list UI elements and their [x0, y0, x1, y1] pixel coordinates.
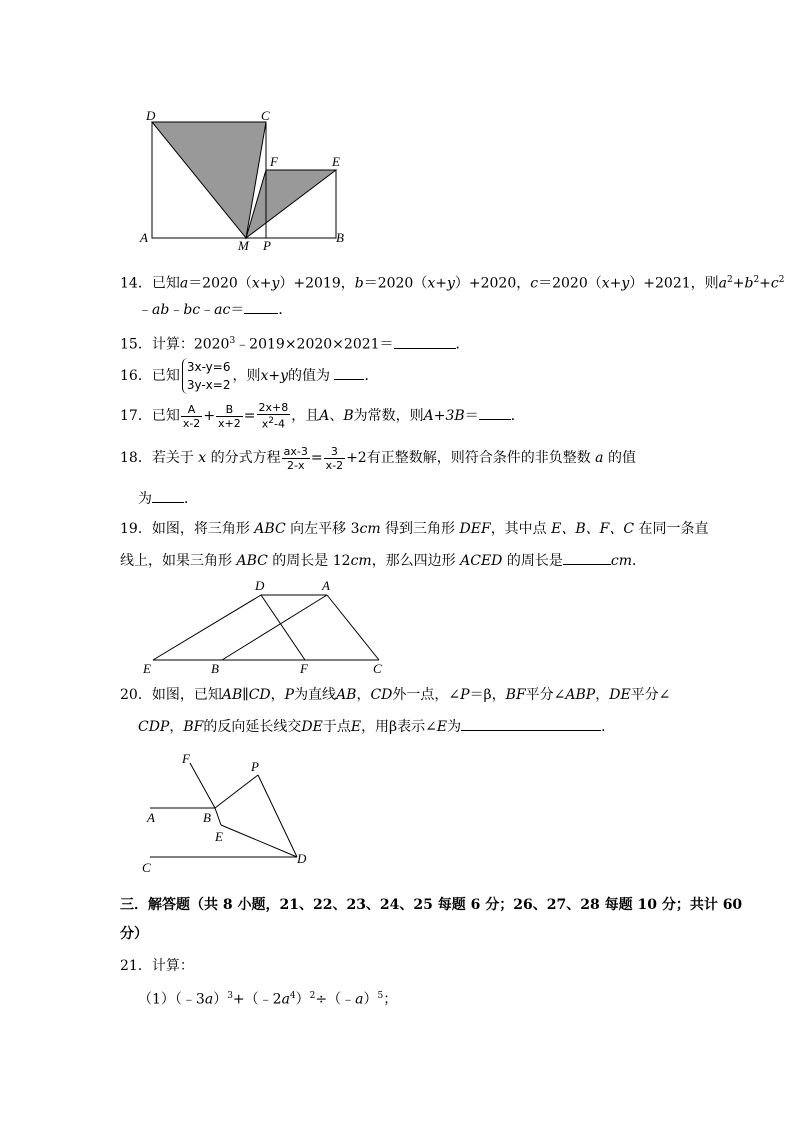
question-20-line1: 20．如图，已知AB∥CD，P为直线AB，CD外一点，∠P＝β，BF平分∠ABP，DE平分∠: [120, 687, 671, 703]
answer-blank-15[interactable]: [394, 334, 456, 349]
label-b: B: [336, 230, 344, 245]
label-m: M: [238, 238, 249, 253]
line-be: [215, 808, 221, 825]
label-e: E: [332, 154, 340, 169]
line-fb: [190, 763, 215, 808]
label-d: D: [255, 578, 265, 593]
question-16: 16．已知 3x-y=6 3y-x=2 ，则x+y的值为 ．: [120, 360, 379, 392]
question-18-line2: 为 ．: [138, 488, 198, 509]
line-pd: [258, 775, 297, 857]
question-18-line1: 18．若关于 x 的分式方程 $\frac{ax-3}{2-x}$ = $\frac{3}{x-2}$ +2有正整数解，则符合条件的非负整数 a 的值: [120, 444, 636, 472]
figure-rectangles-shaded: [130, 100, 360, 260]
line-ac: [327, 595, 379, 660]
label-f: F: [300, 661, 308, 676]
fraction-rhs: $\frac{2x+8}{x^2-4}$: [258, 401, 289, 431]
answer-blank-17[interactable]: [479, 405, 511, 420]
label-b: B: [203, 810, 211, 825]
answer-blank-18[interactable]: [152, 488, 184, 503]
label-c: C: [142, 860, 151, 875]
question-19-line2: 线上，如果三角形 ABC 的周长是 12cm，那么四边形 ACED 的周长是 cm．: [120, 550, 646, 571]
fraction-a: $\frac{A}{x-2}$: [182, 402, 201, 430]
figure-translated-triangles: [135, 575, 395, 680]
shaded-triangle-dcm: [152, 122, 266, 238]
section-3-heading-line2: 分）: [120, 926, 148, 942]
question-19-line1: 19．如图，将三角形 ABC 向左平移 3cm 得到三角形 DEF，其中点 E、B、F、C 在同一条直: [120, 521, 709, 537]
question-15: 15．计算：$2020^3﹣2019\times 2020\times 2021=$ ．: [120, 331, 470, 355]
figure-parallel-lines: [135, 745, 325, 875]
label-d: D: [297, 851, 307, 866]
question-21-title: 21．计算：: [120, 958, 194, 974]
answer-blank-19[interactable]: [563, 550, 611, 565]
label-a: A: [140, 230, 148, 245]
shaded-triangle-fem: [246, 170, 336, 238]
label-a: A: [147, 810, 155, 825]
question-14-line2: ﹣ab﹣bc﹣ac＝ ．: [138, 299, 292, 320]
line-ed: [221, 825, 297, 857]
label-a: A: [322, 578, 330, 593]
label-d: D: [146, 108, 156, 123]
question-21-part1: $(1)(﹣3a)^3+(﹣2a^4)^2\div(﹣a)^5$；: [138, 991, 398, 1008]
equation-system: 3x-y=6 3y-x=2: [182, 358, 231, 394]
label-f: F: [182, 751, 190, 766]
label-b: B: [211, 661, 219, 676]
line-ba: [222, 595, 327, 660]
label-c: C: [261, 108, 270, 123]
section-3-heading-line1: 三．解答题（共 8 小题，21、22、23、24、25 每题 6 分；26、27、28 每题 10 分；共计 60: [120, 897, 743, 913]
label-p: P: [251, 759, 259, 774]
fraction-b: $\frac{B}{x+2}$: [218, 402, 241, 430]
question-17: 17．已知 $\frac{A}{x-2}$ + $\frac{B}{x+2}$ = $\frac{2x+8}{x^2-4}$ ，且A、B为常数，则A+3B＝ ．: [120, 401, 525, 431]
label-p: P: [263, 238, 271, 253]
label-c: C: [373, 661, 382, 676]
question-20-line2: CDP，BF的反向延长线交DE于点E，用β表示∠E为 ．: [138, 716, 615, 737]
answer-blank-20[interactable]: [461, 716, 601, 731]
answer-blank-14[interactable]: [244, 299, 278, 314]
line-df: [261, 595, 305, 660]
label-e: E: [215, 829, 223, 844]
line-bp: [215, 775, 258, 808]
label-e: E: [143, 661, 151, 676]
label-f: F: [270, 154, 278, 169]
fraction-rhs: $\frac{3}{x-2}$: [325, 444, 344, 472]
answer-blank-16[interactable]: [334, 365, 364, 380]
line-ed: [153, 595, 261, 660]
fraction-lhs: $\frac{ax-3}{2-x}$: [283, 444, 308, 472]
question-14-line1: 14．已知a＝2020（x+y）+2019，b＝2020（x+y）+2020，c＝2020（x+y）+2021，则$a^2+b^2+c^2$: [120, 275, 785, 292]
